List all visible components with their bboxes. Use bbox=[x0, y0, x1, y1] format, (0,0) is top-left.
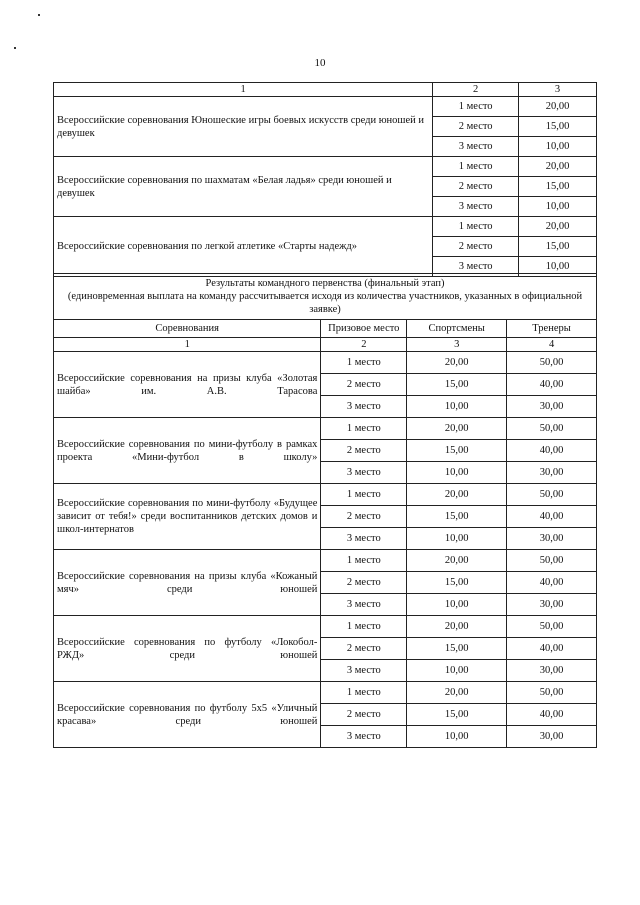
athletes-amount: 10,00 bbox=[407, 396, 507, 418]
competition-name: Всероссийские соревнования по мини-футболу в рамках проекта «Мини-футбол в школу» bbox=[54, 418, 321, 484]
place-cell: 3 место bbox=[433, 197, 519, 217]
athletes-amount: 20,00 bbox=[407, 352, 507, 374]
amount-cell: 15,00 bbox=[519, 237, 597, 257]
table-row bbox=[54, 418, 597, 440]
column-number: 1 bbox=[54, 83, 433, 97]
amount-cell: 10,00 bbox=[519, 197, 597, 217]
table-body bbox=[54, 83, 597, 277]
place-cell: 2 место bbox=[321, 506, 407, 528]
athletes-amount: 15,00 bbox=[407, 638, 507, 660]
athletes-amount: 20,00 bbox=[407, 550, 507, 572]
amount-cell: 20,00 bbox=[519, 157, 597, 177]
place-cell: 2 место bbox=[321, 638, 407, 660]
place-cell: 2 место bbox=[321, 374, 407, 396]
competition-name: Всероссийские соревнования на призы клуба «Золотая шайба» им. А.В. Тарасова bbox=[54, 352, 321, 418]
competition-name: Всероссийские соревнования на призы клуба «Кожаный мяч» среди юношей bbox=[54, 550, 321, 616]
place-cell: 1 место bbox=[321, 418, 407, 440]
place-cell: 2 место bbox=[321, 440, 407, 462]
place-cell: 3 место bbox=[433, 257, 519, 277]
athletes-amount: 15,00 bbox=[407, 506, 507, 528]
coaches-amount: 30,00 bbox=[507, 594, 597, 616]
column-number: 3 bbox=[519, 83, 597, 97]
title-row bbox=[54, 274, 597, 320]
athletes-amount: 15,00 bbox=[407, 374, 507, 396]
competition-name: Всероссийские соревнования Юношеские игры боевых искусств среди юношей и девушек bbox=[54, 97, 433, 157]
coaches-amount: 50,00 bbox=[507, 682, 597, 704]
place-cell: 1 место bbox=[321, 352, 407, 374]
amount-cell: 15,00 bbox=[519, 177, 597, 197]
competition-name: Всероссийские соревнования по легкой атлетике «Старты надежд» bbox=[54, 217, 433, 277]
table-body bbox=[54, 274, 597, 748]
coaches-amount: 40,00 bbox=[507, 638, 597, 660]
place-cell: 3 место bbox=[321, 528, 407, 550]
scan-mark bbox=[38, 14, 40, 16]
coaches-amount: 30,00 bbox=[507, 396, 597, 418]
section-subtitle: (единовременная выплата на команду рассчитывается исходя из количества участников, указанных в официальной заявке) bbox=[67, 291, 583, 315]
column-number-row bbox=[54, 338, 597, 352]
table-row bbox=[54, 682, 597, 704]
place-cell: 1 место bbox=[433, 97, 519, 117]
athletes-amount: 10,00 bbox=[407, 462, 507, 484]
section-title bbox=[54, 274, 597, 320]
place-cell: 3 место bbox=[321, 660, 407, 682]
athletes-amount: 20,00 bbox=[407, 682, 507, 704]
column-number: 1 bbox=[54, 338, 321, 352]
column-header: Призовое место bbox=[321, 320, 407, 338]
place-cell: 1 место bbox=[433, 217, 519, 237]
column-header: Спортсмены bbox=[407, 320, 507, 338]
table-row bbox=[54, 550, 597, 572]
coaches-amount: 50,00 bbox=[507, 418, 597, 440]
athletes-amount: 15,00 bbox=[407, 572, 507, 594]
place-cell: 1 место bbox=[321, 682, 407, 704]
coaches-amount: 30,00 bbox=[507, 726, 597, 748]
column-header: Тренеры bbox=[507, 320, 597, 338]
table-row bbox=[54, 97, 597, 117]
coaches-amount: 40,00 bbox=[507, 572, 597, 594]
amount-cell: 20,00 bbox=[519, 217, 597, 237]
table-row bbox=[54, 217, 597, 237]
table-row bbox=[54, 484, 597, 506]
coaches-amount: 50,00 bbox=[507, 484, 597, 506]
table-row bbox=[54, 352, 597, 374]
athletes-amount: 10,00 bbox=[407, 726, 507, 748]
competition-name: Всероссийские соревнования по футболу «Локобол-РЖД» среди юношей bbox=[54, 616, 321, 682]
coaches-amount: 50,00 bbox=[507, 550, 597, 572]
place-cell: 3 место bbox=[433, 137, 519, 157]
amount-cell: 10,00 bbox=[519, 257, 597, 277]
amount-cell: 15,00 bbox=[519, 117, 597, 137]
coaches-amount: 30,00 bbox=[507, 528, 597, 550]
table-row bbox=[54, 157, 597, 177]
column-number: 2 bbox=[433, 83, 519, 97]
section-title-line: Результаты командного первенства (финальный этап) bbox=[205, 278, 445, 289]
place-cell: 3 место bbox=[321, 462, 407, 484]
coaches-amount: 40,00 bbox=[507, 374, 597, 396]
table-row bbox=[54, 616, 597, 638]
place-cell: 2 место bbox=[321, 572, 407, 594]
amount-cell: 10,00 bbox=[519, 137, 597, 157]
column-header: Соревнования bbox=[54, 320, 321, 338]
header-row bbox=[54, 320, 597, 338]
athletes-amount: 10,00 bbox=[407, 594, 507, 616]
coaches-amount: 50,00 bbox=[507, 616, 597, 638]
place-cell: 3 место bbox=[321, 396, 407, 418]
coaches-amount: 40,00 bbox=[507, 704, 597, 726]
place-cell: 2 место bbox=[433, 237, 519, 257]
place-cell: 2 место bbox=[433, 177, 519, 197]
place-cell: 1 место bbox=[321, 484, 407, 506]
coaches-amount: 40,00 bbox=[507, 440, 597, 462]
page-number: 10 bbox=[314, 57, 326, 69]
athletes-amount: 15,00 bbox=[407, 440, 507, 462]
coaches-amount: 40,00 bbox=[507, 506, 597, 528]
amount-cell: 20,00 bbox=[519, 97, 597, 117]
place-cell: 2 место bbox=[433, 117, 519, 137]
awards-table-individual bbox=[53, 82, 597, 277]
column-number: 3 bbox=[407, 338, 507, 352]
place-cell: 1 место bbox=[433, 157, 519, 177]
place-cell: 2 место bbox=[321, 704, 407, 726]
athletes-amount: 10,00 bbox=[407, 660, 507, 682]
scan-mark bbox=[14, 47, 16, 49]
coaches-amount: 30,00 bbox=[507, 462, 597, 484]
athletes-amount: 15,00 bbox=[407, 704, 507, 726]
competition-name: Всероссийские соревнования по шахматам «Белая ладья» среди юношей и девушек bbox=[54, 157, 433, 217]
place-cell: 1 место bbox=[321, 550, 407, 572]
place-cell: 1 место bbox=[321, 616, 407, 638]
column-number: 4 bbox=[507, 338, 597, 352]
athletes-amount: 20,00 bbox=[407, 484, 507, 506]
awards-table-team bbox=[53, 273, 597, 748]
athletes-amount: 20,00 bbox=[407, 616, 507, 638]
coaches-amount: 50,00 bbox=[507, 352, 597, 374]
athletes-amount: 20,00 bbox=[407, 418, 507, 440]
competition-name: Всероссийские соревнования по футболу 5х5 «Уличный красава» среди юношей bbox=[54, 682, 321, 748]
coaches-amount: 30,00 bbox=[507, 660, 597, 682]
column-number: 2 bbox=[321, 338, 407, 352]
place-cell: 3 место bbox=[321, 726, 407, 748]
place-cell: 3 место bbox=[321, 594, 407, 616]
competition-name: Всероссийские соревнования по мини-футболу «Будущее зависит от тебя!» среди воспитанников детских домов и школ-интернатов bbox=[54, 484, 321, 550]
athletes-amount: 10,00 bbox=[407, 528, 507, 550]
header-row bbox=[54, 83, 597, 97]
